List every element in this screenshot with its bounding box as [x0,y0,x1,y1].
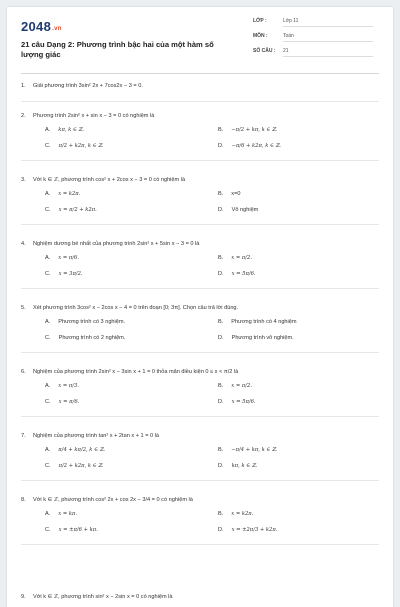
option-a[interactable]: A. π/4 + kπ/2, k ∈ ℤ. [45,447,106,453]
question-text: Nghiệm dương bé nhất của phương trình 2sin² x + 5sin x − 3 = 0 là [33,241,200,247]
option-a[interactable]: A. x = k2π. [45,191,81,197]
option-b[interactable]: B. x = π/2. [218,383,252,389]
question-text: Nghiệm của phương trình tan² x + 2tan x + 1 = 0 là [33,433,160,439]
option-d[interactable]: D. Vô nghiệm [218,207,259,213]
option-c[interactable]: C. π/2 + k2π, k ∈ ℤ. [45,463,104,469]
option-a[interactable]: A. x = π/3. [45,383,79,389]
question-text: Giải phương trình 3sin² 2x + 7cos2x − 3 = 0. [33,83,143,89]
question-text: Xét phương trình 3cos² x − 2cos x − 4 = 0 trên đoạn [0; 3π]. Chọn câu trả lời đúng. [33,305,239,311]
question-text: Với k ∈ ℤ, phương trình cos² x + 2cos x − 3 = 0 có nghiệm là [33,177,186,183]
question-text: Với k ∈ ℤ, phương trình cos² 2x + cos 2x − 3/4 = 0 có nghiệm là [33,497,193,503]
option-b[interactable]: B. −π/2 + kπ, k ∈ ℤ. [218,127,278,133]
option-d[interactable]: D. x = ±2π/3 + k2π. [218,527,278,533]
option-c[interactable]: C. π/2 + k2π, k ∈ ℤ. [45,143,104,149]
option-c[interactable]: C. x = π/6. [45,399,80,405]
question-text: Với k ∈ ℤ, phương trình sin² x − 2sin x = 0 có nghiệm là [33,594,173,600]
option-d[interactable]: D. x = 5π/6. [218,271,256,277]
option-a[interactable]: A. x = π/6. [45,255,79,261]
option-d[interactable]: D. −π/6 + k2π, k ∈ ℤ. [218,143,281,149]
worksheet: 2048.vn 21 câu Dạng 2: Phương trình bậc hai của một hàm số lượng giác LỚP : Lớp 11 MÔN : Toán SỐ CÂU : 21 1. Giải phương trình 3sin² 2x + 7cos2x − 3 = 0. 2. Phương trình 2sin² x + sin x − 3 = 0 có nghiệm là A. kπ, k ∈ ℤ. B. −π/2 + kπ, k ∈ ℤ. C. π/2 + k2π, k ∈ ℤ. D. −π/6 + k2π, k ∈ ℤ. 3. Với k ∈ ℤ, phương trình cos² x + 2cos x − 3 = 0 có nghiệm là A. x = k2π. B. x=0 C. x = π/2 + k2π. D. Vô nghiệm 4. Nghiệm dương bé nhất của phương trình 2sin² x + 5sin x − 3 = 0 là A. x = π/6. B. x = π/2. C. x = 3π/2. D. x = 5π/6. 5. Xét phương trình 3cos² x − 2cos x − 4 = 0 trên đoạn [0; 3π]. Chọn câu trả lời đúng. A. Phương trình có 3 nghiệm. B. Phương trình có 4 nghiệm C. Phương trình có 2 nghiệm. D. Phương trình vô nghiệm. 6. Nghiệm của phương trình 2sin² x − 3sin x + 1 = 0 thỏa mãn điều kiện 0 ≤ x < π/2 là A. x = π/3. B. x = π/2. C. x = π/6. D. x = 5π/6. 7. Nghiệm của phương trình tan² x + 2tan x + 1 = 0 là A. π/4 + kπ/2, k ∈ ℤ. B. −π/4 + kπ, k ∈ ℤ. C. π/2 + k2π, k ∈ ℤ. D. kπ, k ∈ ℤ. 8. Với k ∈ ℤ, phương trình cos² 2x + cos 2x − 3/4 = 0 có nghiệm là A. x = kπ. B. x = k2π. C. x = ±π/6 + kπ. D. x = ±2π/3 + k2π. 9. Với k ∈ ℤ, phương trình sin² x − 2sin x = 0 có nghiệm là [7,7,393,607]
option-d[interactable]: D. kπ, k ∈ ℤ. [218,463,258,469]
question-text: Phương trình 2sin² x + sin x − 3 = 0 có nghiệm là [33,113,155,119]
option-a[interactable]: A. x = kπ. [45,511,78,517]
option-c[interactable]: C. x = π/2 + k2π. [45,207,97,213]
option-d[interactable]: D. x = 5π/6. [218,399,256,405]
site-logo[interactable]: 2048.vn [21,19,62,34]
option-c[interactable]: C. x = ±π/6 + kπ. [45,527,98,533]
option-a[interactable]: A. Phương trình có 3 nghiệm. [45,319,126,325]
option-b[interactable]: B. x = π/2. [218,255,252,261]
option-c[interactable]: C. Phương trình có 2 nghiệm. [45,335,126,341]
option-a[interactable]: A. kπ, k ∈ ℤ. [45,127,84,133]
option-c[interactable]: C. x = 3π/2. [45,271,83,277]
option-b[interactable]: B. Phương trình có 4 nghiệm [218,319,297,325]
question-text: Nghiệm của phương trình 2sin² x − 3sin x + 1 = 0 thỏa mãn điều kiện 0 ≤ x < π/2 là [33,369,239,375]
header-divider [21,73,379,74]
option-b[interactable]: B. −π/4 + kπ, k ∈ ℤ. [218,447,278,453]
option-b[interactable]: B. x = k2π. [218,511,254,517]
option-b[interactable]: B. x=0 [218,191,241,197]
option-d[interactable]: D. Phương trình vô nghiệm. [218,335,294,341]
worksheet-title: 21 câu Dạng 2: Phương trình bậc hai của một hàm số lượng giác [21,40,214,59]
